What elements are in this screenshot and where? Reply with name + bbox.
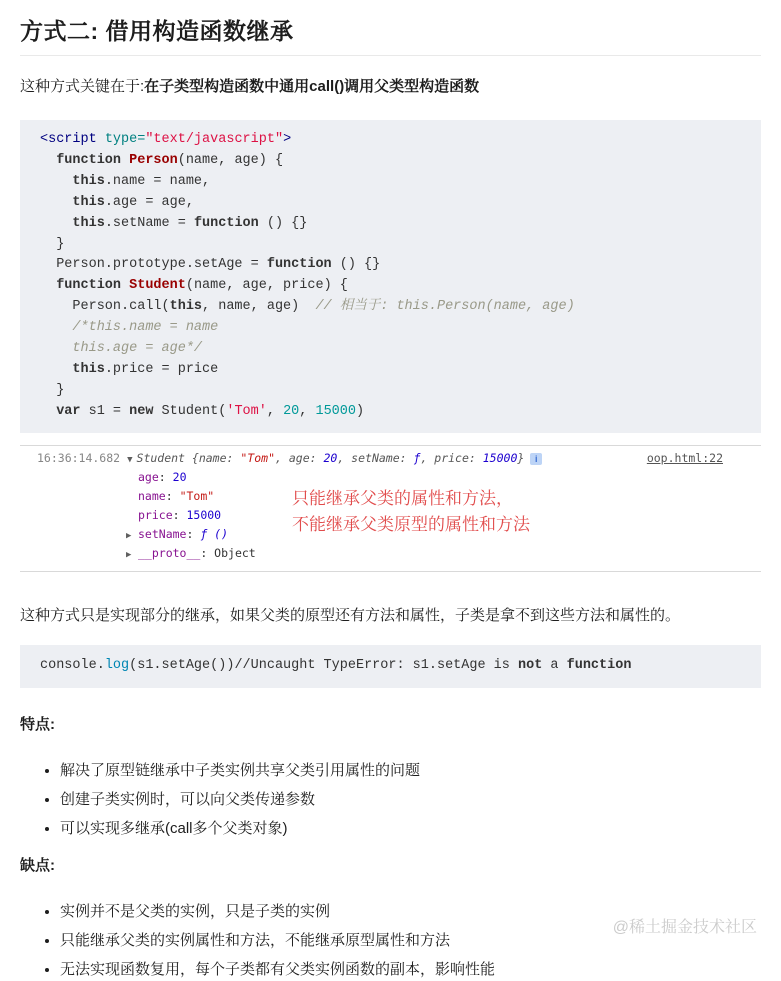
token-plain: , <box>266 403 284 419</box>
token-kw: function <box>566 657 632 673</box>
token-plain: , <box>299 403 316 419</box>
token-com: // 相当于: this.Person(name, age) <box>315 299 575 315</box>
token-com: this.age = age*/ <box>72 341 203 357</box>
features-heading: 特点: <box>20 715 55 733</box>
token-plain <box>40 195 72 210</box>
list-item: • 解决了原型链继承中子类实例共享父类引用属性的问题 <box>60 760 761 782</box>
token-plain: Person.call( <box>40 299 170 315</box>
token-tag: > <box>283 132 292 147</box>
expand-toggle-icon[interactable]: ▶ <box>126 530 132 541</box>
code-line <box>40 235 741 256</box>
token-kw: this <box>72 361 105 377</box>
list-item: • 只能继承父类的实例属性和方法，不能继承原型属性和方法 <box>60 930 761 952</box>
object-preview <box>137 450 525 467</box>
token-plain: (name, age) { <box>177 152 284 168</box>
property-key: setName <box>138 526 187 541</box>
token-pstr: "Tom" <box>240 450 275 465</box>
code-line <box>40 656 741 677</box>
code-line <box>40 255 741 276</box>
drawbacks-list <box>20 901 761 981</box>
devtools-console-output <box>20 445 761 572</box>
token-plain: .age = age, <box>104 194 194 210</box>
source-link[interactable]: oop.html:22 <box>646 450 723 465</box>
token-plain <box>40 216 72 231</box>
code-line <box>40 151 741 172</box>
property-key: __proto__ <box>138 545 201 560</box>
watermark: @稀土掘金技术社区 <box>612 919 757 936</box>
intro-bold-text: 在子类型构造函数中通用call()调用父类型构造函数 <box>144 78 480 95</box>
token-kw: not <box>518 657 543 673</box>
code-line <box>40 360 741 381</box>
token-plain: .price = price <box>104 361 219 377</box>
token-plain <box>40 320 72 335</box>
code-line <box>40 130 741 151</box>
token-plain <box>40 362 72 377</box>
token-plain: () {} <box>331 257 381 273</box>
token-pfn: ƒ <box>413 450 421 465</box>
code-line <box>40 172 741 193</box>
property-key: age <box>138 469 159 484</box>
token-plain: () {} <box>258 215 308 231</box>
token-plain <box>40 278 56 293</box>
token-kw: function <box>56 278 130 294</box>
token-plain: console. <box>40 657 105 673</box>
token-kw: function <box>56 152 130 168</box>
code-block-console-log <box>20 645 761 688</box>
explain-paragraph: 这种方式只是实现部分的继承，如果父类的原型还有方法和属性，子类是拿不到这些方法和属性的。 <box>20 606 681 624</box>
code-line <box>40 297 741 318</box>
token-plain <box>40 404 56 419</box>
expand-toggle-icon[interactable]: ▶ <box>126 549 132 560</box>
token-plain: (name, age, price) { <box>185 278 348 294</box>
code-line <box>40 339 741 360</box>
token-num: 20 <box>283 403 300 419</box>
code-content <box>40 656 741 677</box>
console-timestamp: 16:36:14.682 <box>37 450 121 465</box>
code-content <box>40 130 741 423</box>
list-item: • 无法实现函数复用，每个子类都有父类实例函数的副本，影响性能 <box>60 959 761 981</box>
token-plain: Student( <box>153 403 227 419</box>
annotation-line-2: 不能继承父类原型的属性和方法 <box>292 514 530 535</box>
token-builtin: log <box>104 657 130 673</box>
property-separator: : <box>158 469 173 484</box>
token-title: Student <box>129 278 186 294</box>
token-plain: s1 = <box>80 403 130 419</box>
token-plain: .setName = <box>104 215 194 231</box>
token-kw: function <box>266 257 332 273</box>
collapse-toggle-icon[interactable]: ▼ <box>127 454 133 465</box>
code-line <box>40 193 741 214</box>
token-kw: function <box>193 215 259 231</box>
code-line <box>40 318 741 339</box>
property-separator: : <box>172 507 187 522</box>
token-pv: , price: <box>420 450 483 465</box>
property-value: "Tom" <box>179 488 215 503</box>
code-line <box>40 402 741 423</box>
code-block-script <box>20 120 761 433</box>
token-com: /*this.name = name <box>72 320 219 336</box>
list-item: • 实例并不是父类的实例，只是子类的实例 <box>60 901 761 923</box>
token-kw: new <box>129 403 154 419</box>
token-kw: this <box>72 173 105 189</box>
token-plain <box>40 341 72 356</box>
token-kw: this <box>169 299 203 315</box>
token-kw: this <box>72 215 105 231</box>
token-plain <box>40 174 72 189</box>
property-separator: : <box>186 526 201 541</box>
code-line <box>40 381 741 402</box>
token-plain <box>40 153 56 168</box>
property-value: Object <box>214 545 256 560</box>
token-tag: <script <box>40 132 105 147</box>
token-plain: , name, age) <box>202 299 316 315</box>
token-plain: (s1.setAge())//Uncaught TypeError: s1.setAge is <box>129 657 518 673</box>
token-pv: } <box>517 450 525 465</box>
info-icon: i <box>530 453 542 465</box>
token-title: Person <box>129 152 178 168</box>
page-title: 方式二: 借用构造函数继承 <box>20 0 761 56</box>
token-plain: ) <box>356 403 365 419</box>
token-str: 'Tom' <box>226 403 267 419</box>
drawbacks-heading: 缺点: <box>20 856 55 874</box>
console-property-row <box>20 545 761 564</box>
token-plain: } <box>40 382 65 398</box>
code-line <box>40 214 741 235</box>
token-pv: Student {name: <box>136 450 241 465</box>
token-num: 15000 <box>315 403 356 419</box>
token-pv: , setName: <box>337 450 414 465</box>
token-pv: , age: <box>275 450 324 465</box>
intro-normal-text: 这种方式关键在于: <box>20 78 145 95</box>
console-log-line <box>20 450 761 469</box>
token-plain: Person.prototype.setAge = <box>40 257 267 273</box>
console-annotation <box>292 486 530 538</box>
token-attr: type= <box>104 132 146 147</box>
list-item: • 创建子类实例时，可以向父类传递参数 <box>60 789 761 811</box>
property-value: 15000 <box>186 507 222 522</box>
property-separator: : <box>165 488 180 503</box>
token-str: "text/javascript" <box>145 132 284 147</box>
code-line <box>40 276 741 297</box>
token-pnum: 15000 <box>482 450 518 465</box>
intro-paragraph <box>20 76 761 97</box>
token-plain: .name = name, <box>104 173 211 189</box>
token-plain: } <box>40 236 65 252</box>
property-separator: : <box>200 545 215 560</box>
token-pnum: 20 <box>323 450 338 465</box>
token-kw: this <box>72 194 105 210</box>
property-value: ƒ () <box>200 526 229 541</box>
annotation-line-1: 只能继承父类的属性和方法， <box>292 488 513 509</box>
token-plain: a <box>542 657 567 673</box>
property-value: 20 <box>172 469 187 484</box>
features-list <box>20 760 761 840</box>
property-key: name <box>138 488 166 503</box>
property-key: price <box>138 507 173 522</box>
list-item: • 可以实现多继承(call多个父类对象) <box>60 818 761 840</box>
token-kw: var <box>56 403 81 419</box>
